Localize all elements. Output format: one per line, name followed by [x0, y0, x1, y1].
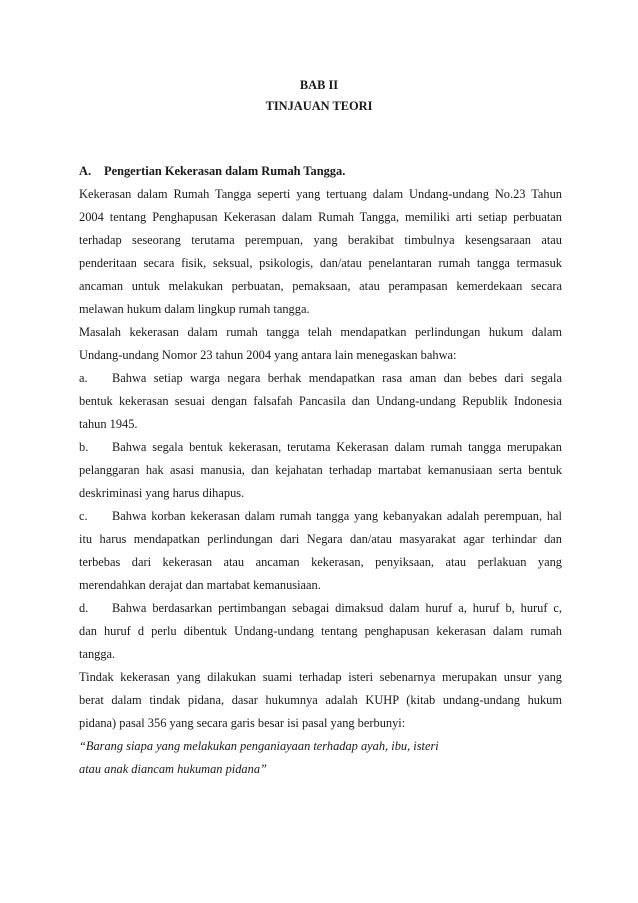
paragraph-line: tahun 1945.: [79, 417, 138, 431]
paragraph-line: merendahkan derajat dan martabat kemanusiaan.: [79, 578, 321, 592]
item-label: b.: [79, 440, 89, 454]
quote-line: “Barang siapa yang melakukan penganiayaan terhadap ayah, ibu, isteri: [79, 739, 439, 753]
quote-line: atau anak diancam hukuman pidana”: [79, 762, 267, 776]
section-heading: [79, 164, 345, 179]
paragraph-line: terhadap seseorang terutama perempuan, yang berakibat timbulnya kesengsaraan atau: [79, 233, 562, 247]
paragraph-line: 2004 tentang Penghapusan Kekerasan dalam Rumah Tangga, memiliki arti setiap perbuatan: [79, 210, 562, 224]
paragraph-line: itu harus mendapatkan perlindungan dari Negara dan/atau masyarakat agar terhindar dan: [79, 532, 562, 546]
chapter-title: TINJAUAN TEORI: [265, 99, 373, 113]
section-number: A.: [79, 164, 92, 178]
item-text: Bahwa berdasarkan pertimbangan sebagai dimaksud dalam huruf a, huruf b, huruf c,: [112, 601, 562, 615]
item-text: Bahwa korban kekerasan dalam rumah tangga yang kebanyakan adalah perempuan, hal: [112, 509, 562, 523]
item-label: c.: [79, 509, 88, 523]
list-item-d: [79, 601, 562, 616]
paragraph-line: Kekerasan dalam Rumah Tangga seperti yang tertuang dalam Undang-undang No.23 Tahun: [79, 187, 562, 201]
item-text: Bahwa segala bentuk kekerasan, terutama Kekerasan dalam rumah tangga merupakan: [112, 440, 562, 454]
item-text: Bahwa setiap warga negara berhak mendapatkan rasa aman dan bebes dari segala: [112, 371, 562, 385]
paragraph-line: melawan hukum dalam lingkup rumah tangga.: [79, 302, 310, 316]
paragraph-line: Masalah kekerasan dalam rumah tangga telah mendapatkan perlindungan hukum dalam: [79, 325, 562, 339]
paragraph-line: penderitaan secara fisik, seksual, psikologis, dan/atau penelantaran rumah tangga termasuk: [79, 256, 562, 270]
paragraph-line: deskriminasi yang harus dihapus.: [79, 486, 245, 500]
section-title: Pengertian Kekerasan dalam Rumah Tangga.: [104, 164, 346, 178]
paragraph-line: bentuk kekerasan sesuai dengan falsafah Pancasila dan Undang-undang Republik Indonesia: [79, 394, 562, 408]
paragraph-line: dan huruf d perlu dibentuk Undang-undang tentang penghapusan kekerasan dalam rumah: [79, 624, 562, 638]
item-label: a.: [79, 371, 88, 385]
list-item-b: [79, 440, 562, 455]
paragraph-line: berat dalam tindak pidana, dasar hukumnya adalah KUHP (kitab undang-undang hukum: [79, 693, 562, 707]
list-item-a: [79, 371, 562, 386]
paragraph-line: Tindak kekerasan yang dilakukan suami terhadap isteri sebenarnya merupakan unsur yang: [79, 670, 562, 684]
chapter-number: BAB II: [299, 78, 339, 92]
paragraph-line: Undang-undang Nomor 23 tahun 2004 yang antara lain menegaskan bahwa:: [79, 348, 457, 362]
paragraph-line: terbebas dari kekerasan atau ancaman kekerasan, penyiksaan, atau perlakuan yang: [79, 555, 562, 569]
list-item-c: [79, 509, 562, 524]
item-label: d.: [79, 601, 89, 615]
paragraph-line: pidana) pasal 356 yang secara garis besar isi pasal yang berbunyi:: [79, 716, 406, 730]
paragraph-line: ancaman untuk melakukan perbuatan, pemaksaan, atau perampasan kemerdekaan secara: [79, 279, 562, 293]
paragraph-line: tangga.: [79, 647, 116, 661]
paragraph-line: pelanggaran hak asasi manusia, dan kejahatan terhadap martabat kemanusiaan serta bentuk: [79, 463, 562, 477]
